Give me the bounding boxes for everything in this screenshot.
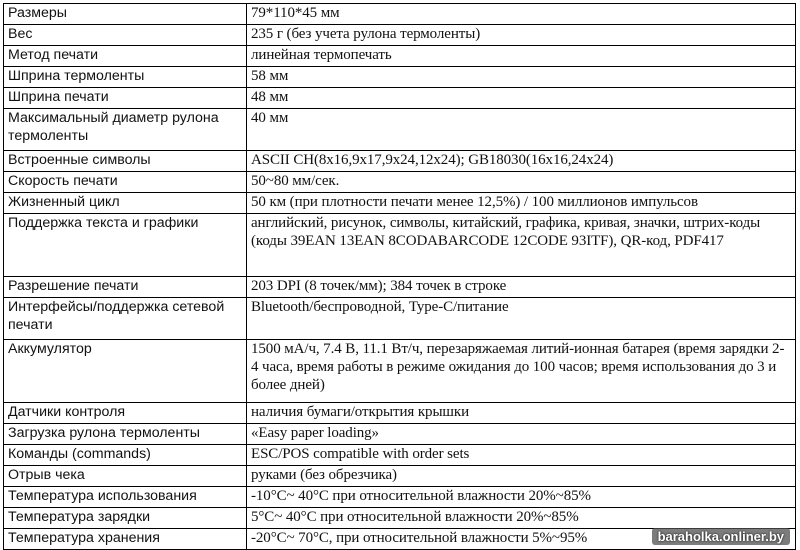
row-value: 203 DPI (8 точек/мм); 384 точек в строке	[247, 277, 796, 298]
row-value: английский, рисунок, символы, китайский, графика, кривая, значки, штрих-коды (коды 39EAN 13EAN 8CODABARCODE 12CODE 93ITF), QR-код, PDF417	[247, 214, 796, 277]
row-label: Температура хранения	[4, 529, 247, 550]
row-label: Интерфейсы/поддержка сетевой печати	[4, 298, 247, 340]
table-row	[4, 25, 796, 46]
row-label: Разрешение печати	[4, 277, 247, 298]
row-value: линейная термопечать	[247, 46, 796, 67]
row-label: Поддержка текста и графики	[4, 214, 247, 277]
row-value: 50~80 мм/сек.	[247, 172, 796, 193]
row-value: -10°C~ 40°C при относительной влажности 20%~85%	[247, 487, 796, 508]
row-label: Шприна печати	[4, 88, 247, 109]
row-label: Шприна термоленты	[4, 67, 247, 88]
row-value: 58 мм	[247, 67, 796, 88]
row-label: Метод печати	[4, 46, 247, 67]
row-label: Команды (commands)	[4, 445, 247, 466]
row-value: 235 г (без учета рулона термоленты)	[247, 25, 796, 46]
row-label: Температура зарядки	[4, 508, 247, 529]
table-row	[4, 424, 796, 445]
row-value: 40 мм	[247, 109, 796, 151]
row-value: 50 км (при плотности печати менее 12,5%) / 100 миллионов импульсов	[247, 193, 796, 214]
row-label: Температура использования	[4, 487, 247, 508]
table-row	[4, 466, 796, 487]
table-row	[4, 445, 796, 466]
table-row	[4, 67, 796, 88]
row-label: Скорость печати	[4, 172, 247, 193]
watermark: baraholka.onliner.by	[652, 528, 790, 545]
table-row	[4, 340, 796, 403]
row-label: Отрыв чека	[4, 466, 247, 487]
table-row	[4, 172, 796, 193]
table-row	[4, 277, 796, 298]
table-row	[4, 109, 796, 151]
table-row	[4, 193, 796, 214]
table-row	[4, 214, 796, 277]
row-label: Максимальный диаметр рулона термоленты	[4, 109, 247, 151]
row-label: Размеры	[4, 4, 247, 25]
table-row	[4, 4, 796, 25]
row-value: 1500 мА/ч, 7.4 В, 11.1 Вт/ч, перезаряжаемая литий-ионная батарея (время зарядки 2-4 часа, время работы в режиме ожидания до 100 часов; время использования до 3 и более дней)	[247, 340, 796, 403]
row-value: Bluetooth/беспроводной, Type-C/питание	[247, 298, 796, 340]
table-row	[4, 151, 796, 172]
table-row	[4, 508, 796, 529]
row-value: «Easy paper loading»	[247, 424, 796, 445]
table-row	[4, 88, 796, 109]
row-value: 5°C~ 40°C при относительной влажности 20%~85%	[247, 508, 796, 529]
row-value: ESC/POS compatible with order sets	[247, 445, 796, 466]
row-value: руками (без обрезчика)	[247, 466, 796, 487]
table-row	[4, 46, 796, 67]
row-value: -20°C~ 70°C, при относительной влажности 5%~95%	[247, 529, 796, 550]
table-row	[4, 298, 796, 340]
row-label: Датчики контроля	[4, 403, 247, 424]
row-label: Вес	[4, 25, 247, 46]
row-value: 48 мм	[247, 88, 796, 109]
row-value: 79*110*45 мм	[247, 4, 796, 25]
row-value: ASCII CH(8x16,9x17,9x24,12x24); GB18030(16x16,24x24)	[247, 151, 796, 172]
row-label: Встроенные символы	[4, 151, 247, 172]
row-label: Загрузка рулона термоленты	[4, 424, 247, 445]
specifications-table	[3, 3, 796, 550]
table-row	[4, 487, 796, 508]
row-label: Жизненный цикл	[4, 193, 247, 214]
row-label: Аккумулятор	[4, 340, 247, 403]
row-value: наличия бумаги/открытия крышки	[247, 403, 796, 424]
table-row	[4, 403, 796, 424]
